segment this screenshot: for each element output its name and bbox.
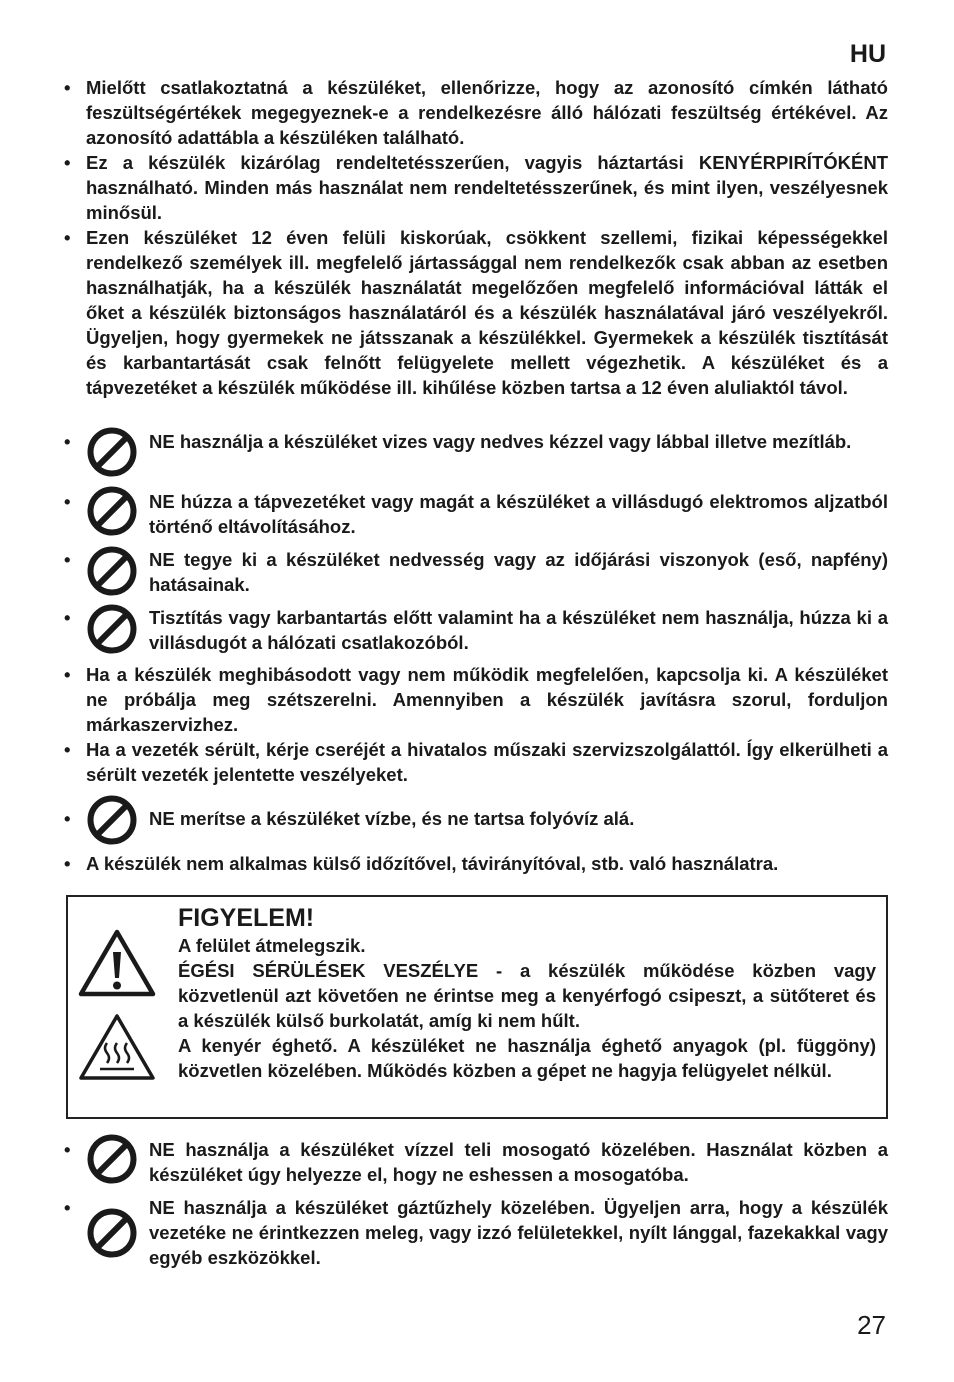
prohibition-icon: [86, 1207, 138, 1259]
warning-line: A felület átmelegszik.: [178, 935, 366, 956]
list-item-text: Ha a vezeték sérült, kérje cseréjét a hivatalos műszaki szervizszolgálattól. Így elkerülheti a sérült vezeték jelentette veszélyeket.: [86, 739, 888, 785]
list-item: [64, 225, 888, 400]
warning-title: FIGYELEM!: [178, 904, 315, 932]
warning-paragraph: A kenyér éghető. A készüléket ne használja éghető anyagok (pl. függöny) közvetlen közelében. Működés közben a gépet ne hagyja felügyelet nélkül.: [178, 1035, 876, 1081]
prohibition-icon: [86, 545, 138, 597]
bullet: •: [64, 549, 71, 570]
warning-exclamation-icon: [76, 927, 158, 999]
prohibition-icon: [86, 603, 138, 655]
list-item-text: Tisztítás vagy karbantartás előtt valamint ha a készüléket nem használja, húzza ki a villásdugót a hálózati csatlakozóból.: [149, 607, 888, 653]
bullet: •: [64, 607, 71, 628]
list-item-text: A készülék nem alkalmas külső időzítővel, távirányítóval, stb. való használatra.: [86, 853, 779, 874]
list-item-text: Ha a készülék meghibásodott vagy nem működik megfelelően, kapcsolja ki. A készüléket ne próbálja meg szétszerelni. Amennyiben a készülék javításra szorul, forduljon márkaszervizhez.: [86, 664, 888, 735]
list-item-text: NE használja a készüléket vizes vagy nedves kézzel vagy lábbal illetve mezítláb.: [149, 431, 852, 452]
list-item: [64, 806, 888, 831]
prohibition-icon: [86, 794, 138, 846]
bullet: •: [64, 77, 71, 98]
prohibition-icon: [86, 485, 138, 537]
warning-paragraph: ÉGÉSI SÉRÜLÉSEK VESZÉLYE - a készülék működése közben vagy közvetlenül azt követően ne érintse meg a kenyérfogó csipeszt, a sütőteret és a készülék külső burkolatát, amíg ki nem hűlt.: [178, 960, 876, 1031]
language-code: HU: [849, 40, 886, 68]
bullet: •: [64, 664, 71, 685]
list-item-text: NE használja a készüléket gáztűzhely közelében. Ügyeljen arra, hogy a készülék vezetéke ne érintkezzen meleg, vagy izzó felületekkel, nyílt lánggal, fazekakkal vagy egyéb eszközökkel.: [149, 1197, 888, 1268]
bullet: •: [64, 491, 71, 512]
list-item-text: NE húzza a tápvezetéket vagy magát a készüléket a villásdugó elektromos aljzatból történő eltávolításához.: [149, 491, 888, 537]
list-item-text: Mielőtt csatlakoztatná a készüléket, ellenőrizze, hogy az azonosító címkén látható feszültségértékek megegyeznek-e a rendelkezésre álló hálózati feszültség értékével. Az azonosító adattábla a készüléken található.: [86, 77, 888, 148]
list-item: [64, 75, 888, 150]
list-item-text: NE tegye ki a készüléket nedvesség vagy az időjárási viszonyok (eső, napfény) hatásainak.: [149, 549, 888, 595]
list-item-text: Ezen készüléket 12 éven felüli kiskorúak, csökkent szellemi, fizikai képességekkel rendelkező személyek ill. megfelelő jártassággal nem rendelkezők csak abban az esetben használhatják, ha a készülék használatát megelőzően megfelelő információval látták el őket a készülék biztonságos használatáról és a készülék használatával járó veszélyekről. Ügyeljen, hogy gyermekek ne játsszanak a készülékkel. Gyermekek a készülék tisztítását és karbantartását csak felnőtt felügyelete mellett végezhetik. A készüléket és a tápvezetéket a készülék működése ill. kihűlése közben tartsa a 12 éven aluliaktól távol.: [86, 227, 888, 398]
list-item: [64, 851, 888, 876]
bullet: •: [64, 853, 71, 874]
list-item-text: NE merítse a készüléket vízbe, és ne tartsa folyóvíz alá.: [149, 808, 635, 829]
list-item: [64, 605, 888, 655]
list-item: [64, 489, 888, 539]
page-number: 27: [857, 1310, 886, 1340]
bullet: •: [64, 152, 71, 173]
bullet: •: [64, 808, 71, 829]
list-item-text: Ez a készülék kizárólag rendeltetésszerűen, vagyis háztartási KENYÉRPIRÍTÓKÉNT használható. Minden más használat nem rendeltetésszerűnek, és mint ilyen, veszélyesnek minősül.: [86, 152, 888, 223]
list-item: [64, 1137, 888, 1187]
list-item: [64, 547, 888, 597]
list-item: [64, 737, 888, 787]
bullet: •: [64, 431, 71, 452]
list-item: [64, 1195, 888, 1270]
warning-content: [178, 903, 876, 1083]
list-item-text: NE használja a készüléket vízzel teli mosogató közelében. Használat közben a készüléket úgy helyezze el, hogy ne eshessen a mosogatóba.: [149, 1139, 888, 1185]
bullet: •: [64, 1197, 71, 1218]
bullet: •: [64, 1139, 71, 1160]
prohibition-icon: [86, 1133, 138, 1185]
hot-surface-icon: [76, 1011, 158, 1083]
warning-box: [66, 895, 888, 1119]
prohibition-icon: [86, 426, 138, 478]
bullet: •: [64, 227, 71, 248]
list-item: [64, 150, 888, 225]
bullet: •: [64, 739, 71, 760]
list-item: [64, 429, 888, 454]
list-item: [64, 662, 888, 737]
